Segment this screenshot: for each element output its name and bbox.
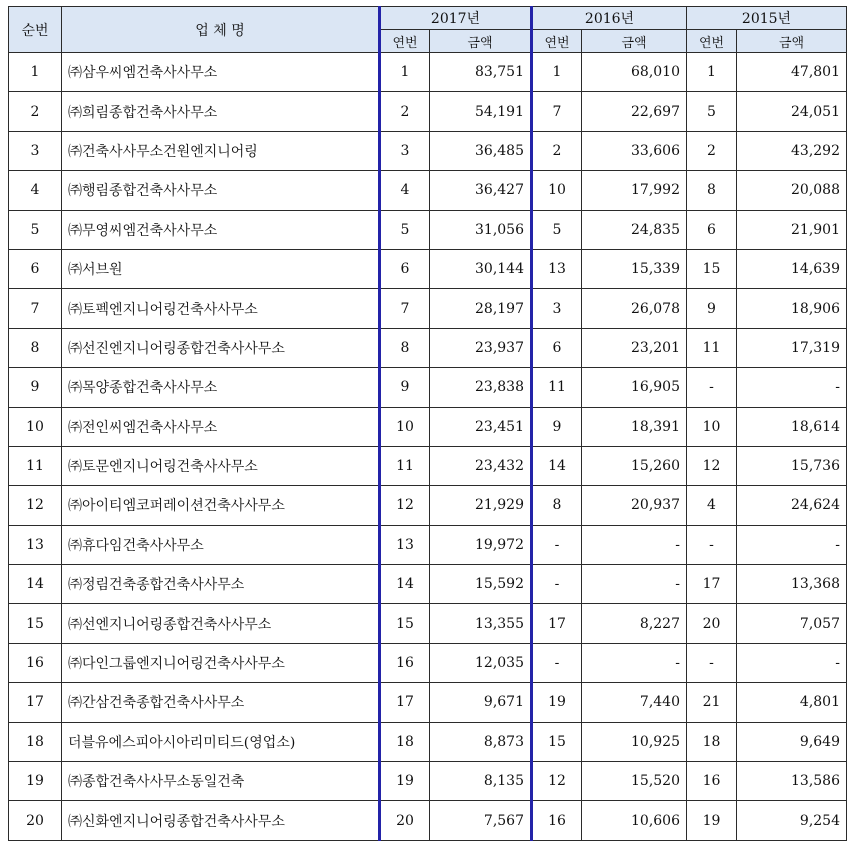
cell-rank: 5 bbox=[9, 210, 62, 249]
cell-company-name: ㈜무영씨엠건축사사무소 bbox=[62, 210, 380, 249]
cell-2015-rank: - bbox=[687, 368, 737, 407]
table-row bbox=[9, 210, 847, 249]
header-company: 업 체 명 bbox=[62, 7, 380, 53]
cell-company-name: ㈜다인그룹엔지니어링건축사사무소 bbox=[62, 643, 380, 682]
cell-2017-rank: 3 bbox=[380, 131, 430, 170]
cell-rank: 16 bbox=[9, 643, 62, 682]
cell-2017-rank: 17 bbox=[380, 683, 430, 722]
header-rank: 순번 bbox=[9, 7, 62, 53]
cell-2016-amount: 15,260 bbox=[582, 446, 687, 485]
table-row bbox=[9, 565, 847, 604]
cell-rank: 12 bbox=[9, 486, 62, 525]
cell-rank: 11 bbox=[9, 446, 62, 485]
cell-company-name: ㈜삼우씨엠건축사사무소 bbox=[62, 53, 380, 92]
cell-2015-amount: 9,649 bbox=[737, 722, 847, 761]
cell-company-name: ㈜정림건축종합건축사사무소 bbox=[62, 565, 380, 604]
cell-2016-rank: 19 bbox=[532, 683, 582, 722]
cell-2015-rank: 5 bbox=[687, 92, 737, 131]
table-row bbox=[9, 604, 847, 643]
cell-2016-rank: 1 bbox=[532, 53, 582, 92]
cell-2017-amount: 54,191 bbox=[430, 92, 532, 131]
table-row bbox=[9, 368, 847, 407]
cell-2017-amount: 36,485 bbox=[430, 131, 532, 170]
cell-2017-amount: 23,451 bbox=[430, 407, 532, 446]
cell-2016-amount: 26,078 bbox=[582, 289, 687, 328]
cell-rank: 7 bbox=[9, 289, 62, 328]
cell-2017-rank: 2 bbox=[380, 92, 430, 131]
cell-2016-amount: 18,391 bbox=[582, 407, 687, 446]
cell-company-name: ㈜선진엔지니어링종합건축사사무소 bbox=[62, 328, 380, 367]
cell-2015-rank: 11 bbox=[687, 328, 737, 367]
cell-2016-rank: - bbox=[532, 643, 582, 682]
cell-2016-rank: 9 bbox=[532, 407, 582, 446]
cell-2017-rank: 14 bbox=[380, 565, 430, 604]
cell-2015-rank: 20 bbox=[687, 604, 737, 643]
cell-2015-rank: - bbox=[687, 643, 737, 682]
table-row bbox=[9, 801, 847, 840]
cell-2017-amount: 21,929 bbox=[430, 486, 532, 525]
cell-2016-rank: 5 bbox=[532, 210, 582, 249]
cell-2016-amount: 15,520 bbox=[582, 762, 687, 801]
cell-2015-rank: 2 bbox=[687, 131, 737, 170]
cell-2017-amount: 83,751 bbox=[430, 53, 532, 92]
cell-2017-rank: 8 bbox=[380, 328, 430, 367]
cell-2016-amount: 20,937 bbox=[582, 486, 687, 525]
cell-2016-amount: 7,440 bbox=[582, 683, 687, 722]
cell-2015-amount: 21,901 bbox=[737, 210, 847, 249]
cell-rank: 8 bbox=[9, 328, 62, 367]
cell-2017-rank: 4 bbox=[380, 171, 430, 210]
cell-2016-amount: 15,339 bbox=[582, 249, 687, 288]
cell-company-name: ㈜희림종합건축사사무소 bbox=[62, 92, 380, 131]
cell-rank: 4 bbox=[9, 171, 62, 210]
header-sub-amount: 금액 bbox=[582, 30, 687, 53]
cell-2016-rank: 7 bbox=[532, 92, 582, 131]
cell-2015-amount: 20,088 bbox=[737, 171, 847, 210]
cell-company-name: ㈜아이티엠코퍼레이션건축사사무소 bbox=[62, 486, 380, 525]
cell-company-name: ㈜휴다임건축사사무소 bbox=[62, 525, 380, 564]
cell-2016-rank: - bbox=[532, 565, 582, 604]
cell-2015-rank: 9 bbox=[687, 289, 737, 328]
cell-2015-amount: - bbox=[737, 643, 847, 682]
header-sub-amount: 금액 bbox=[430, 30, 532, 53]
cell-2016-rank: 2 bbox=[532, 131, 582, 170]
cell-rank: 19 bbox=[9, 762, 62, 801]
cell-2016-rank: 15 bbox=[532, 722, 582, 761]
cell-2017-amount: 23,432 bbox=[430, 446, 532, 485]
cell-rank: 10 bbox=[9, 407, 62, 446]
header-sub-rank: 연번 bbox=[380, 30, 430, 53]
cell-rank: 9 bbox=[9, 368, 62, 407]
cell-2015-rank: 6 bbox=[687, 210, 737, 249]
cell-2015-rank: 18 bbox=[687, 722, 737, 761]
cell-2017-amount: 15,592 bbox=[430, 565, 532, 604]
cell-2017-rank: 13 bbox=[380, 525, 430, 564]
cell-2015-amount: 18,906 bbox=[737, 289, 847, 328]
cell-2016-amount: - bbox=[582, 525, 687, 564]
cell-2015-rank: 1 bbox=[687, 53, 737, 92]
cell-company-name: ㈜전인씨엠건축사사무소 bbox=[62, 407, 380, 446]
cell-2016-amount: 16,905 bbox=[582, 368, 687, 407]
table-row bbox=[9, 92, 847, 131]
cell-rank: 20 bbox=[9, 801, 62, 840]
cell-2017-rank: 7 bbox=[380, 289, 430, 328]
cell-2015-amount: 13,368 bbox=[737, 565, 847, 604]
header-sub-amount: 금액 bbox=[737, 30, 847, 53]
cell-2015-rank: 21 bbox=[687, 683, 737, 722]
cell-rank: 18 bbox=[9, 722, 62, 761]
cell-2017-rank: 18 bbox=[380, 722, 430, 761]
cell-rank: 14 bbox=[9, 565, 62, 604]
table-row bbox=[9, 486, 847, 525]
cell-company-name: ㈜건축사사무소건원엔지니어링 bbox=[62, 131, 380, 170]
cell-2015-rank: - bbox=[687, 525, 737, 564]
cell-2016-rank: - bbox=[532, 525, 582, 564]
header-sub-rank: 연번 bbox=[532, 30, 582, 53]
cell-2015-rank: 17 bbox=[687, 565, 737, 604]
cell-rank: 6 bbox=[9, 249, 62, 288]
cell-2016-rank: 14 bbox=[532, 446, 582, 485]
table-row bbox=[9, 289, 847, 328]
cell-2016-amount: - bbox=[582, 643, 687, 682]
cell-2015-rank: 12 bbox=[687, 446, 737, 485]
cell-2017-amount: 7,567 bbox=[430, 801, 532, 840]
cell-company-name: ㈜종합건축사사무소동일건축 bbox=[62, 762, 380, 801]
cell-2015-amount: 17,319 bbox=[737, 328, 847, 367]
cell-2016-amount: 10,606 bbox=[582, 801, 687, 840]
header-sub-rank: 연번 bbox=[687, 30, 737, 53]
cell-2015-rank: 8 bbox=[687, 171, 737, 210]
table-row bbox=[9, 683, 847, 722]
cell-2017-amount: 12,035 bbox=[430, 643, 532, 682]
table-row bbox=[9, 53, 847, 92]
table-row bbox=[9, 131, 847, 170]
cell-rank: 2 bbox=[9, 92, 62, 131]
cell-2015-amount: 47,801 bbox=[737, 53, 847, 92]
cell-2016-amount: 33,606 bbox=[582, 131, 687, 170]
cell-company-name: ㈜행림종합건축사사무소 bbox=[62, 171, 380, 210]
cell-2017-rank: 19 bbox=[380, 762, 430, 801]
cell-2017-amount: 8,873 bbox=[430, 722, 532, 761]
header-year-2016: 2016년 bbox=[532, 7, 687, 30]
cell-rank: 13 bbox=[9, 525, 62, 564]
cell-2017-amount: 28,197 bbox=[430, 289, 532, 328]
cell-2017-amount: 8,135 bbox=[430, 762, 532, 801]
cell-2015-amount: 24,051 bbox=[737, 92, 847, 131]
cell-2015-rank: 16 bbox=[687, 762, 737, 801]
table-row bbox=[9, 525, 847, 564]
cell-2016-amount: 17,992 bbox=[582, 171, 687, 210]
cell-2016-amount: 22,697 bbox=[582, 92, 687, 131]
table-row bbox=[9, 171, 847, 210]
cell-2017-amount: 23,838 bbox=[430, 368, 532, 407]
cell-2015-rank: 19 bbox=[687, 801, 737, 840]
table-row bbox=[9, 249, 847, 288]
cell-2016-amount: 24,835 bbox=[582, 210, 687, 249]
cell-2017-rank: 1 bbox=[380, 53, 430, 92]
table-row bbox=[9, 643, 847, 682]
table-body bbox=[9, 53, 847, 841]
cell-2016-amount: 10,925 bbox=[582, 722, 687, 761]
table-row bbox=[9, 762, 847, 801]
cell-2016-amount: 8,227 bbox=[582, 604, 687, 643]
cell-2017-rank: 15 bbox=[380, 604, 430, 643]
cell-2016-amount: 68,010 bbox=[582, 53, 687, 92]
cell-2015-amount: 9,254 bbox=[737, 801, 847, 840]
cell-2017-rank: 6 bbox=[380, 249, 430, 288]
cell-2017-amount: 9,671 bbox=[430, 683, 532, 722]
cell-2016-rank: 11 bbox=[532, 368, 582, 407]
cell-company-name: ㈜간삼건축종합건축사사무소 bbox=[62, 683, 380, 722]
ranking-table-container bbox=[8, 6, 847, 841]
cell-2016-rank: 13 bbox=[532, 249, 582, 288]
cell-company-name: 더블유에스피아시아리미티드(영업소) bbox=[62, 722, 380, 761]
cell-2016-rank: 6 bbox=[532, 328, 582, 367]
cell-company-name: ㈜선엔지니어링종합건축사사무소 bbox=[62, 604, 380, 643]
cell-2017-amount: 13,355 bbox=[430, 604, 532, 643]
cell-2016-amount: - bbox=[582, 565, 687, 604]
cell-2015-rank: 15 bbox=[687, 249, 737, 288]
header-year-2015: 2015년 bbox=[687, 7, 847, 30]
cell-rank: 15 bbox=[9, 604, 62, 643]
cell-2015-amount: 43,292 bbox=[737, 131, 847, 170]
cell-2015-amount: 13,586 bbox=[737, 762, 847, 801]
cell-company-name: ㈜목양종합건축사사무소 bbox=[62, 368, 380, 407]
cell-2016-rank: 3 bbox=[532, 289, 582, 328]
cell-rank: 1 bbox=[9, 53, 62, 92]
cell-2016-rank: 12 bbox=[532, 762, 582, 801]
cell-2015-amount: - bbox=[737, 525, 847, 564]
cell-rank: 3 bbox=[9, 131, 62, 170]
cell-2017-amount: 36,427 bbox=[430, 171, 532, 210]
cell-company-name: ㈜토펙엔지니어링건축사사무소 bbox=[62, 289, 380, 328]
ranking-table bbox=[8, 6, 847, 841]
table-row bbox=[9, 407, 847, 446]
cell-2016-rank: 17 bbox=[532, 604, 582, 643]
table-row bbox=[9, 722, 847, 761]
table-row bbox=[9, 446, 847, 485]
cell-2016-rank: 10 bbox=[532, 171, 582, 210]
cell-2017-rank: 11 bbox=[380, 446, 430, 485]
cell-company-name: ㈜서브원 bbox=[62, 249, 380, 288]
cell-2017-rank: 9 bbox=[380, 368, 430, 407]
cell-2015-amount: 4,801 bbox=[737, 683, 847, 722]
cell-2015-rank: 10 bbox=[687, 407, 737, 446]
cell-2017-rank: 20 bbox=[380, 801, 430, 840]
header-year-2017: 2017년 bbox=[380, 7, 532, 30]
cell-2015-amount: 18,614 bbox=[737, 407, 847, 446]
cell-2015-amount: 14,639 bbox=[737, 249, 847, 288]
cell-2017-amount: 30,144 bbox=[430, 249, 532, 288]
cell-rank: 17 bbox=[9, 683, 62, 722]
cell-company-name: ㈜신화엔지니어링종합건축사사무소 bbox=[62, 801, 380, 840]
cell-2017-rank: 10 bbox=[380, 407, 430, 446]
cell-2015-amount: 7,057 bbox=[737, 604, 847, 643]
cell-2016-rank: 16 bbox=[532, 801, 582, 840]
cell-2017-amount: 19,972 bbox=[430, 525, 532, 564]
cell-2015-rank: 4 bbox=[687, 486, 737, 525]
cell-2015-amount: 24,624 bbox=[737, 486, 847, 525]
cell-2017-amount: 31,056 bbox=[430, 210, 532, 249]
cell-2016-amount: 23,201 bbox=[582, 328, 687, 367]
cell-2016-rank: 8 bbox=[532, 486, 582, 525]
cell-2017-rank: 5 bbox=[380, 210, 430, 249]
table-row bbox=[9, 328, 847, 367]
cell-2015-amount: - bbox=[737, 368, 847, 407]
cell-2015-amount: 15,736 bbox=[737, 446, 847, 485]
cell-2017-rank: 12 bbox=[380, 486, 430, 525]
cell-2017-amount: 23,937 bbox=[430, 328, 532, 367]
cell-2017-rank: 16 bbox=[380, 643, 430, 682]
cell-company-name: ㈜토문엔지니어링건축사사무소 bbox=[62, 446, 380, 485]
